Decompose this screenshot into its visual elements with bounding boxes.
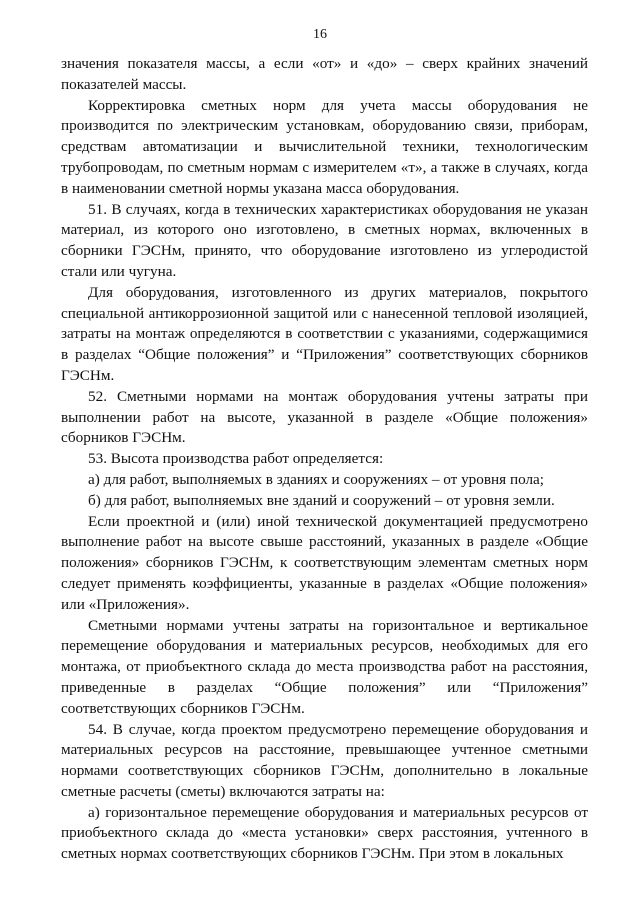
list-item-a: а) для работ, выполняемых в зданиях и сооружениях – от уровня пола; [88, 470, 545, 488]
paragraph: Сметными нормами учтены затраты на горизонтальное и вертикальное перемещение оборудования и материальных ресурсов, необходимых для его монтажа, от приобъектного склада до места производства работ на расстояния, приведенные в разделах “Общие положения” или “Приложения” соответствующих сборников ГЭСНм. [61, 616, 588, 717]
paragraph-item-51: 51. В случаях, когда в технических характеристиках оборудования не указан материал, из которого оно изготовлено, в сметных нормах, включенных в сборники ГЭСНм, принято, что оборудование изготовлено из углеродистой стали или чугуна. [61, 200, 588, 280]
list-item-b: б) для работ, выполняемых вне зданий и сооружений – от уровня земли. [88, 491, 555, 509]
paragraph: Для оборудования, изготовленного из других материалов, покрытого специальной антикоррозионной защитой или с нанесенной тепловой изоляцией, затраты на монтаж определяются в соответствии с указаниями, содержащимися в разделах “Общие положения” и “Приложения” соответствующих сборников ГЭСНм. [61, 283, 588, 384]
paragraph: Корректировка сметных норм для учета массы оборудования не производится по электрическим установкам, оборудованию связи, приборам, средствам автоматизации и вычислительной техники, технологическим трубопроводам, по сметным нормам с измерителем «т», а также в случаях, когда в наименовании сметной нормы указана масса оборудования. [61, 96, 588, 197]
paragraph-item-54: 54. В случае, когда проектом предусмотрено перемещение оборудования и материальных ресурсов на расстояние, превышающее учтенное сметными нормами соответствующих сборников ГЭСНм, дополнительно в локальные сметные расчеты (сметы) включаются затраты на: [61, 720, 588, 800]
paragraph-item-53: 53. Высота производства работ определяется: [88, 450, 384, 468]
list-item-a: а) горизонтальное перемещение оборудования и материальных ресурсов от приобъектного склада до «места установки» сверх расстояния, учтенного в сметных нормах соответствующих сборников ГЭСНм. При этом в локальных [61, 803, 588, 863]
page-number: 16 [313, 27, 327, 42]
paragraph-item-52: 52. Сметными нормами на монтаж оборудования учтены затраты при выполнении работ на высоте, указанной в разделе «Общие положения» сборников ГЭСНм. [61, 387, 588, 447]
paragraph: Если проектной и (или) иной технической документацией предусмотрено выполнение работ на высоте свыше расстояний, указанных в разделе «Общие положения» сборников ГЭСНм, к соответствующим элементам сметных норм следует применять коэффициенты, указанные в разделах «Общие положения» или «Приложения». [61, 512, 588, 613]
paragraph: значения показателя массы, а если «от» и «до» – сверх крайних значений показателей массы. [61, 55, 588, 93]
document-body [61, 54, 588, 865]
